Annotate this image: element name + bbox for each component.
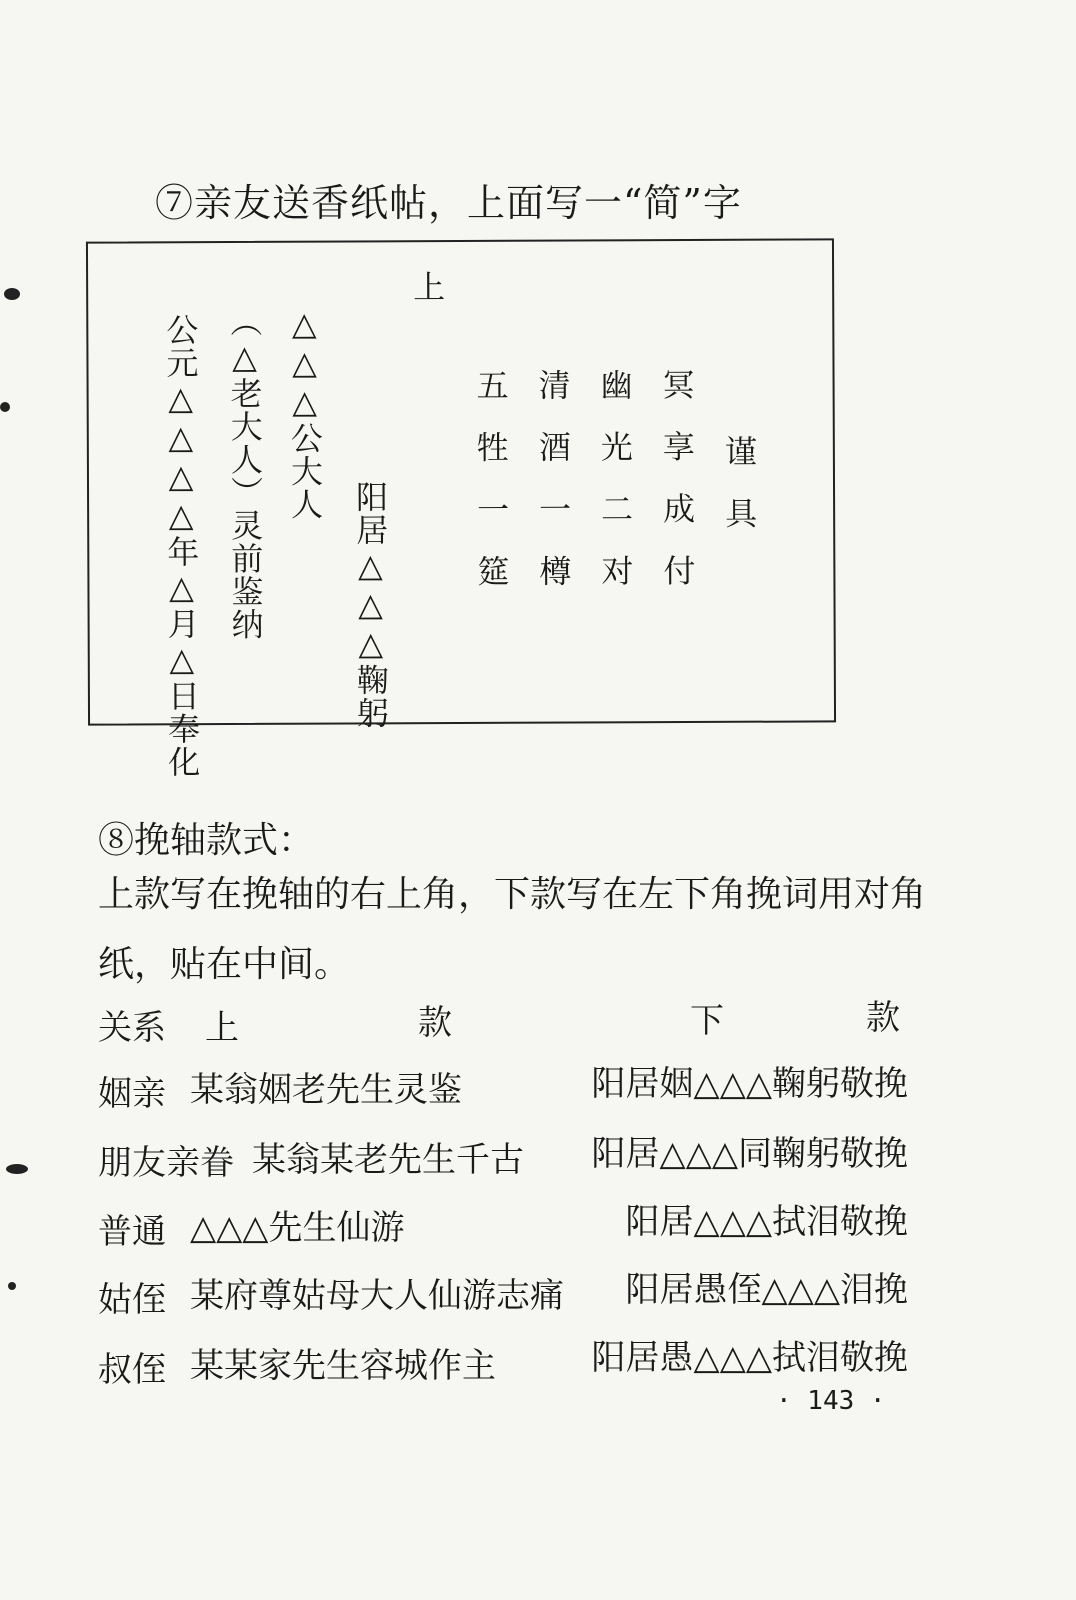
- row-relation: 叔侄: [98, 1350, 166, 1390]
- row-upper: 某府尊姑母大人仙游志痛: [190, 1276, 564, 1316]
- offering-char: 成: [663, 489, 696, 529]
- offering-char: 清: [538, 366, 571, 405]
- offering-char: 樽: [539, 552, 572, 591]
- row-relation: 姻亲: [98, 1074, 166, 1114]
- offering-column-1: [476, 366, 510, 618]
- card-recipient-column: △△△公大人: [285, 304, 325, 521]
- card-ju-char: 具: [725, 494, 758, 533]
- row-relation: 普通: [98, 1212, 166, 1252]
- row-lower: 阳居△△△同鞠躬敬挽: [591, 1134, 908, 1174]
- section-8-heading: ⑧挽轴款式：: [98, 820, 315, 861]
- scan-speck: [0, 402, 10, 412]
- row-upper: 某某家先生容城作主: [190, 1346, 496, 1386]
- row-lower: 阳居愚侄△△△泪挽: [625, 1270, 908, 1310]
- offering-char: 享: [662, 427, 695, 467]
- header-lower-2: 款: [866, 998, 900, 1038]
- offering-char: 牲: [476, 428, 509, 467]
- section-7-heading: ⑦亲友送香纸帖，上面写一“简”字: [155, 181, 742, 225]
- card-sender-column: 阳居△△△鞠躬: [350, 480, 391, 730]
- row-lower: 阳居△△△拭泪敬挽: [625, 1202, 908, 1242]
- row-lower: 阳居姻△△△鞠躬敬挽: [591, 1064, 908, 1104]
- scan-speck: [6, 1164, 28, 1174]
- row-upper: 某翁姻老先生灵鉴: [190, 1070, 462, 1110]
- row-relation: 姑侄: [98, 1280, 166, 1320]
- row-relation: 朋友亲眷: [98, 1143, 234, 1183]
- offering-char: 一: [539, 490, 572, 529]
- card-date-column: 公元△△△△年△月△日奉化: [161, 313, 202, 779]
- card-jin-char: 谨: [724, 432, 757, 471]
- row-upper: 某翁某老先生千古: [252, 1140, 524, 1180]
- offering-char: 付: [663, 551, 696, 591]
- section-8-paragraph-line1: 上款写在挽轴的右上角，下款写在左下角挽词用对角: [98, 874, 927, 915]
- offering-char: 二: [601, 490, 634, 529]
- offering-char: 冥: [662, 365, 695, 405]
- scan-speck: [4, 288, 20, 300]
- offering-char: 一: [477, 490, 510, 529]
- offering-char: 对: [601, 552, 634, 591]
- offering-column-2: [538, 366, 572, 618]
- offering-char: 光: [600, 428, 633, 467]
- card-alt-recipient-column: （△老大人）灵前鉴纳: [225, 304, 265, 642]
- offering-char: 幽: [600, 366, 633, 405]
- header-lower-1: 下: [690, 1001, 724, 1041]
- section-8-paragraph-line2: 纸，贴在中间。: [98, 944, 351, 985]
- row-upper: △△△先生仙游: [190, 1208, 405, 1248]
- card-top-char: 上: [413, 268, 446, 307]
- offering-column-3: [600, 366, 634, 617]
- offering-char: 五: [476, 366, 509, 405]
- incense-card-box: [86, 238, 836, 779]
- row-lower: 阳居愚△△△拭泪敬挽: [591, 1338, 908, 1378]
- offering-char: 酒: [538, 428, 571, 467]
- header-upper-1: 上: [205, 1008, 239, 1048]
- scan-speck: [8, 1282, 16, 1290]
- offering-column-4: [662, 365, 696, 617]
- header-upper-2: 款: [418, 1003, 452, 1043]
- page-number: · 143 ·: [776, 1386, 886, 1416]
- header-relation: 关系: [98, 1008, 166, 1048]
- offering-char: 筵: [477, 552, 510, 591]
